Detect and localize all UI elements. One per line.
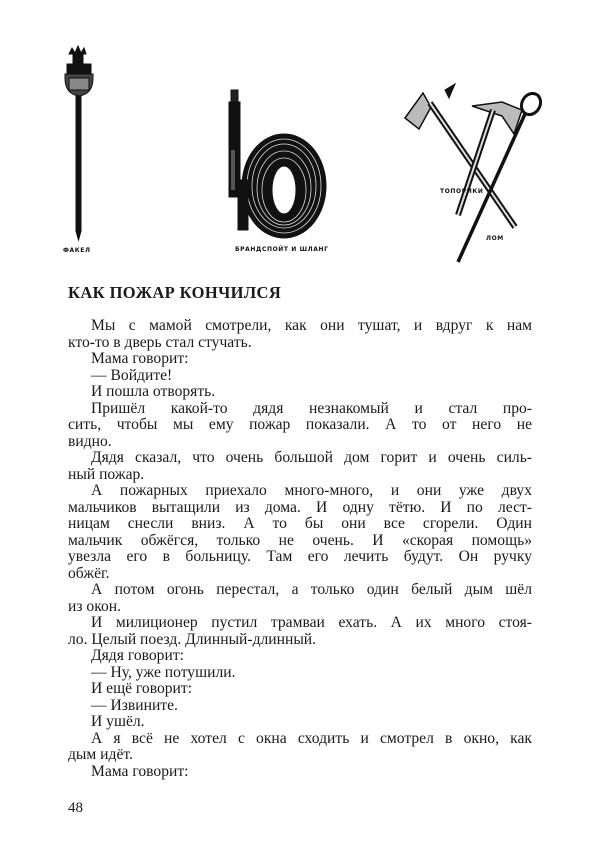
text-line: И пошла отворять.	[91, 383, 216, 401]
text-line: увезла его в больницу. Там его лечить будут. Он ручку	[68, 549, 532, 566]
text-line: А потом огонь перестал, а только один белый дым шёл	[91, 582, 532, 599]
torch-illustration	[65, 46, 93, 240]
paragraph	[68, 450, 532, 483]
paragraph	[68, 401, 532, 451]
text-line: — Ну, уже потушили.	[91, 663, 236, 681]
text-line: обжёг.	[68, 564, 110, 582]
text-line: ницам снесли вниз. А то бы они все сгорели. Один	[68, 516, 532, 533]
paragraph	[68, 714, 532, 731]
text-line: Мама говорит:	[91, 762, 189, 780]
text-line: Дядя говорит:	[91, 647, 184, 665]
hose-illustration	[229, 90, 326, 238]
torch-caption: ФАКЕЛ	[63, 247, 91, 254]
story-title: КАК ПОЖАР КОНЧИЛСЯ	[68, 283, 282, 302]
text-line: ло. Целый поезд. Длинный-длинный.	[68, 630, 317, 648]
text-line: сить, чтобы мы ему пожар показали. А то от него не	[68, 417, 532, 434]
text-line: Мы с мамой смотрели, как они тушат, и вдруг к нам	[91, 318, 532, 334]
illustrations	[0, 0, 600, 280]
story-text	[68, 318, 532, 780]
text-line: из окон.	[68, 597, 122, 615]
text-line: мальчиков вытащили из дома. И одну тётю. И по лест-	[68, 499, 532, 516]
paragraph	[68, 648, 532, 665]
paragraph	[68, 582, 532, 615]
paragraph	[68, 384, 532, 401]
text-line: А я всё не хотел с окна сходить и смотрел в окно, как	[91, 730, 532, 747]
hose-caption: БРАНДСПОЙТ И ШЛАНГ	[235, 246, 329, 253]
text-line: А пожарных приехало много-много, и они уже двух	[91, 483, 532, 500]
text-line: кто-то в дверь стал стучать.	[68, 333, 252, 351]
paragraph	[68, 698, 532, 715]
paragraph	[68, 368, 532, 385]
page-number: 48	[68, 800, 83, 816]
text-line: ный пожар.	[68, 465, 145, 483]
axes-and-crowbar-illustration	[405, 84, 544, 262]
text-line: Пришёл какой-то дядя незнакомый и стал про-	[91, 400, 532, 417]
text-line: дым идёт.	[68, 746, 133, 764]
paragraph	[68, 483, 532, 582]
text-line: мальчик обжёгся, только не очень. И «скорая помощь»	[68, 532, 532, 549]
paragraph	[68, 731, 532, 764]
text-line: Дядя сказал, что очень большой дом горит и очень силь-	[91, 450, 532, 467]
crowbar-caption: ЛОМ	[486, 235, 504, 242]
text-line: И милиционер пустил трамваи ехать. А их много стоя-	[91, 615, 532, 632]
text-line: — Войдите!	[91, 366, 173, 384]
paragraph	[68, 351, 532, 368]
text-line: Мама говорит:	[91, 350, 189, 368]
paragraph	[68, 681, 532, 698]
text-line: — Извините.	[91, 696, 178, 714]
paragraph	[68, 318, 532, 351]
paragraph	[68, 615, 532, 648]
text-line: И ещё говорит:	[91, 680, 193, 698]
axes-caption: ТОПОРИКИ	[440, 188, 484, 195]
text-line: видно.	[68, 432, 112, 450]
text-line: И ушёл.	[91, 713, 145, 731]
paragraph	[68, 764, 532, 781]
paragraph	[68, 665, 532, 682]
